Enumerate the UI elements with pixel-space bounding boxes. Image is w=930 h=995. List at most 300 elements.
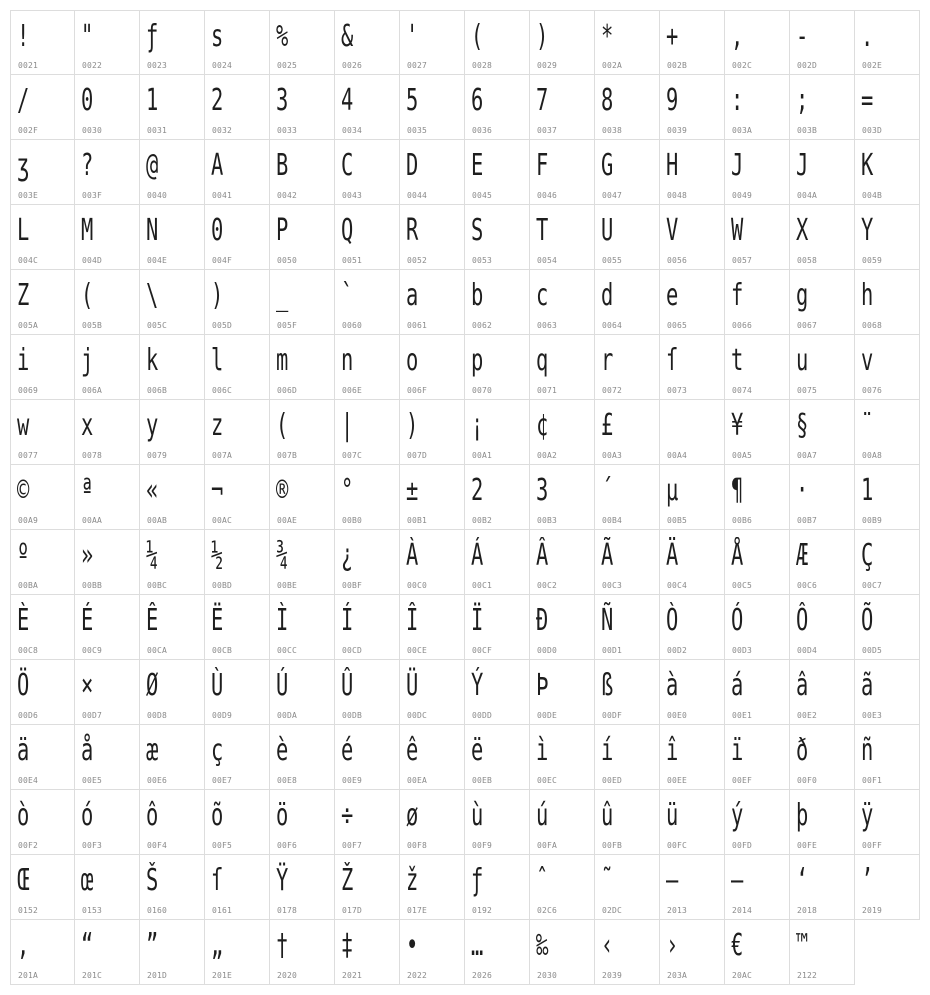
glyph-cell [335, 140, 400, 205]
glyph-codepoint: 0065 [667, 321, 688, 330]
glyph-cell [725, 595, 790, 660]
glyph-cell [400, 270, 465, 335]
glyph-char: x [81, 408, 94, 443]
glyph-char: ÷ [341, 798, 354, 833]
glyph-char: = [861, 83, 874, 118]
glyph-cell [270, 725, 335, 790]
glyph-cell [205, 400, 270, 465]
glyph-char: * [601, 19, 614, 54]
glyph-char: 4 [341, 83, 354, 118]
glyph-cell [725, 400, 790, 465]
glyph-cell [75, 335, 140, 400]
glyph-char: T [536, 213, 549, 248]
glyph-char: 3 [276, 83, 289, 118]
glyph-cell [595, 595, 660, 660]
glyph-cell [335, 920, 400, 985]
glyph-codepoint: 00D9 [212, 711, 233, 720]
glyph-cell [335, 465, 400, 530]
glyph-char: ñ [861, 733, 874, 768]
glyph-char: ß [601, 668, 614, 703]
glyph-cell [10, 75, 75, 140]
glyph-codepoint: 007A [212, 451, 233, 460]
glyph-codepoint: 00B5 [667, 516, 688, 525]
glyph-cell [660, 790, 725, 855]
glyph-codepoint: 00D6 [18, 711, 39, 720]
glyph-codepoint: 0024 [212, 61, 233, 70]
glyph-char: Â [536, 538, 549, 573]
glyph-cell [595, 855, 660, 920]
glyph-codepoint: 0069 [18, 386, 39, 395]
glyph-codepoint: 00D7 [82, 711, 103, 720]
glyph-codepoint: 0079 [147, 451, 168, 460]
glyph-cell [335, 790, 400, 855]
glyph-codepoint: 0054 [537, 256, 558, 265]
glyph-codepoint: 002F [18, 126, 39, 135]
glyph-codepoint: 0030 [82, 126, 103, 135]
glyph-codepoint: 006D [277, 386, 298, 395]
glyph-codepoint: 006E [342, 386, 363, 395]
glyph-codepoint: 201E [212, 971, 233, 980]
glyph-codepoint: 0032 [212, 126, 233, 135]
glyph-cell [790, 140, 855, 205]
glyph-cell [530, 725, 595, 790]
glyph-codepoint: 004D [82, 256, 103, 265]
glyph-cell [400, 920, 465, 985]
glyph-char: ° [341, 473, 354, 508]
glyph-codepoint: 017D [342, 906, 363, 915]
glyph-codepoint: 0062 [472, 321, 493, 330]
glyph-cell [725, 205, 790, 270]
glyph-char: µ [666, 473, 679, 508]
glyph-cell [465, 270, 530, 335]
glyph-codepoint: 0075 [797, 386, 818, 395]
glyph-codepoint: 0066 [732, 321, 753, 330]
glyph-cell [595, 10, 660, 75]
glyph-char: … [471, 928, 484, 963]
glyph-codepoint: 002E [862, 61, 883, 70]
glyph-codepoint: 004B [862, 191, 883, 200]
glyph-cell [10, 530, 75, 595]
glyph-cell [10, 400, 75, 465]
glyph-char: \ [146, 278, 159, 313]
glyph-cell [660, 530, 725, 595]
glyph-cell [205, 595, 270, 660]
glyph-cell [660, 920, 725, 985]
glyph-cell [270, 530, 335, 595]
glyph-char: ± [406, 473, 419, 508]
glyph-char: ø [406, 798, 419, 833]
glyph-char: Ð [536, 603, 549, 638]
glyph-char: ‘ [796, 863, 809, 898]
glyph-char: K [861, 148, 874, 183]
glyph-codepoint: 004F [212, 256, 233, 265]
glyph-char: ò [17, 798, 30, 833]
glyph-char: " [81, 19, 94, 54]
glyph-codepoint: 004E [147, 256, 168, 265]
glyph-codepoint: 00F3 [82, 841, 103, 850]
glyph-cell [335, 855, 400, 920]
glyph-char: Û [341, 668, 354, 703]
glyph-char: » [81, 538, 94, 573]
glyph-cell [140, 75, 205, 140]
glyph-cell [530, 595, 595, 660]
glyph-cell [400, 400, 465, 465]
glyph-cell [270, 400, 335, 465]
glyph-codepoint: 00F9 [472, 841, 493, 850]
glyph-cell [660, 140, 725, 205]
glyph-char: Ä [666, 538, 679, 573]
glyph-cell [205, 790, 270, 855]
glyph-char: Ö [17, 668, 30, 703]
glyph-char: Ë [211, 603, 224, 638]
glyph-char: , [731, 19, 744, 54]
glyph-cell [790, 75, 855, 140]
glyph-codepoint: 00A5 [732, 451, 753, 460]
glyph-cell [530, 465, 595, 530]
glyph-cell [855, 855, 920, 920]
glyph-cell [75, 855, 140, 920]
glyph-codepoint: 201A [18, 971, 39, 980]
glyph-codepoint: 00E8 [277, 776, 298, 785]
glyph-cell [465, 400, 530, 465]
glyph-codepoint: 0042 [277, 191, 298, 200]
glyph-char: È [17, 603, 30, 638]
glyph-codepoint: 0049 [732, 191, 753, 200]
glyph-char: £ [601, 408, 614, 443]
glyph-codepoint: 00DF [602, 711, 623, 720]
glyph-cell [465, 530, 530, 595]
glyph-cell [10, 920, 75, 985]
glyph-char: å [81, 733, 94, 768]
glyph-codepoint: 0060 [342, 321, 363, 330]
glyph-char: U [601, 213, 614, 248]
glyph-char: & [341, 19, 354, 54]
glyph-char: M [81, 213, 94, 248]
glyph-char: ſ [211, 863, 224, 898]
glyph-cell [595, 205, 660, 270]
glyph-codepoint: 00CA [147, 646, 168, 655]
glyph-cell [75, 725, 140, 790]
glyph-codepoint: 00D5 [862, 646, 883, 655]
glyph-char: § [796, 408, 809, 443]
glyph-codepoint: 2018 [797, 906, 818, 915]
glyph-cell [140, 270, 205, 335]
glyph-cell [660, 725, 725, 790]
glyph-codepoint: 002B [667, 61, 688, 70]
glyph-codepoint: 0178 [277, 906, 298, 915]
glyph-codepoint: 0051 [342, 256, 363, 265]
glyph-cell [10, 10, 75, 75]
glyph-char: › [666, 928, 679, 963]
glyph-cell [10, 465, 75, 530]
glyph-cell [465, 335, 530, 400]
glyph-char: ® [276, 473, 289, 508]
glyph-cell [75, 205, 140, 270]
glyph-char: Õ [861, 603, 874, 638]
glyph-char: ë [471, 733, 484, 768]
glyph-cell [465, 725, 530, 790]
glyph-cell [335, 270, 400, 335]
glyph-codepoint: 00B4 [602, 516, 623, 525]
glyph-char: — [731, 863, 744, 898]
glyph-char: 7 [536, 83, 549, 118]
glyph-codepoint: 007C [342, 451, 363, 460]
glyph-codepoint: 00FE [797, 841, 818, 850]
glyph-char: Ý [471, 668, 484, 703]
glyph-cell [595, 400, 660, 465]
glyph-cell [595, 335, 660, 400]
glyph-char: q [536, 343, 549, 378]
glyph-codepoint: 00DE [537, 711, 558, 720]
glyph-char: l [211, 343, 224, 378]
glyph-char: e [666, 278, 679, 313]
glyph-cell [400, 725, 465, 790]
glyph-cell [790, 465, 855, 530]
glyph-codepoint: 00E7 [212, 776, 233, 785]
glyph-codepoint: 0071 [537, 386, 558, 395]
glyph-cell [465, 595, 530, 660]
glyph-cell [75, 140, 140, 205]
glyph-cell [595, 725, 660, 790]
glyph-codepoint: 00E3 [862, 711, 883, 720]
glyph-char: C [341, 148, 354, 183]
glyph-cell [140, 660, 205, 725]
glyph-cell [75, 400, 140, 465]
glyph-cell [400, 530, 465, 595]
glyph-codepoint: 203A [667, 971, 688, 980]
glyph-codepoint: 2019 [862, 906, 883, 915]
glyph-cell [10, 595, 75, 660]
glyph-char: « [146, 473, 159, 508]
glyph-codepoint: 005F [277, 321, 298, 330]
glyph-char: ¡ [471, 408, 484, 443]
glyph-cell [790, 10, 855, 75]
glyph-char: a [406, 278, 419, 313]
glyph-codepoint: 0153 [82, 906, 103, 915]
glyph-codepoint: 02C6 [537, 906, 558, 915]
glyph-cell [205, 335, 270, 400]
glyph-cell [75, 530, 140, 595]
glyph-codepoint: 0063 [537, 321, 558, 330]
glyph-codepoint: 00B6 [732, 516, 753, 525]
glyph-char: u [796, 343, 809, 378]
glyph-codepoint: 00E5 [82, 776, 103, 785]
glyph-cell [595, 270, 660, 335]
glyph-cell [205, 140, 270, 205]
glyph-cell [660, 75, 725, 140]
glyph-cell [270, 855, 335, 920]
glyph-cell [10, 790, 75, 855]
glyph-char: B [276, 148, 289, 183]
glyph-cell [10, 140, 75, 205]
glyph-char: + [666, 19, 679, 54]
glyph-cell [335, 530, 400, 595]
glyph-cell [595, 75, 660, 140]
glyph-char: Æ [796, 538, 809, 573]
glyph-cell [790, 335, 855, 400]
glyph-cell [205, 10, 270, 75]
glyph-char: 2 [471, 473, 484, 508]
glyph-cell [335, 660, 400, 725]
glyph-char: s [211, 19, 224, 54]
glyph-cell [465, 10, 530, 75]
glyph-char: · [796, 473, 809, 508]
glyph-codepoint: 0045 [472, 191, 493, 200]
glyph-codepoint: 00EB [472, 776, 493, 785]
glyph-cell [205, 920, 270, 985]
glyph-codepoint: 00AB [147, 516, 168, 525]
glyph-char: p [471, 343, 484, 378]
glyph-char: ä [17, 733, 30, 768]
glyph-char: í [601, 733, 614, 768]
glyph-codepoint: 0028 [472, 61, 493, 70]
glyph-cell [205, 660, 270, 725]
glyph-char: 8 [601, 83, 614, 118]
glyph-codepoint: 004A [797, 191, 818, 200]
glyph-codepoint: 00FD [732, 841, 753, 850]
glyph-cell [725, 855, 790, 920]
glyph-char: Ñ [601, 603, 614, 638]
glyph-codepoint: 0074 [732, 386, 753, 395]
glyph-codepoint: 002D [797, 61, 818, 70]
glyph-char: h [861, 278, 874, 313]
glyph-codepoint: 006C [212, 386, 233, 395]
glyph-char: æ [146, 733, 159, 768]
glyph-codepoint: 00FA [537, 841, 558, 850]
glyph-char: ’ [861, 863, 874, 898]
glyph-cell [530, 530, 595, 595]
glyph-char: Ø [146, 668, 159, 703]
glyph-codepoint: 007B [277, 451, 298, 460]
glyph-cell [530, 400, 595, 465]
glyph-char: G [601, 148, 614, 183]
glyph-cell [790, 205, 855, 270]
glyph-codepoint: 00FB [602, 841, 623, 850]
glyph-codepoint: 00A9 [18, 516, 39, 525]
glyph-cell [530, 270, 595, 335]
glyph-cell [140, 855, 205, 920]
glyph-cell [465, 205, 530, 270]
glyph-char: ' [406, 19, 419, 54]
glyph-char: V [666, 213, 679, 248]
glyph-char: à [666, 668, 679, 703]
glyph-cell [855, 140, 920, 205]
glyph-cell [270, 75, 335, 140]
glyph-cell [400, 140, 465, 205]
glyph-char: ÿ [861, 798, 874, 833]
glyph-cell [400, 855, 465, 920]
glyph-cell [270, 595, 335, 660]
glyph-char: Ì [276, 603, 289, 638]
glyph-char: ô [146, 798, 159, 833]
glyph-codepoint: 2039 [602, 971, 623, 980]
glyph-char: ù [471, 798, 484, 833]
glyph-codepoint: 0050 [277, 256, 298, 265]
glyph-char: : [731, 83, 744, 118]
glyph-cell [465, 790, 530, 855]
glyph-codepoint: 00E4 [18, 776, 39, 785]
glyph-codepoint: 0070 [472, 386, 493, 395]
glyph-char: Þ [536, 668, 549, 703]
glyph-codepoint: 00BB [82, 581, 103, 590]
glyph-char: ¼ [146, 538, 159, 573]
glyph-char: É [81, 603, 94, 638]
glyph-codepoint: 00B2 [472, 516, 493, 525]
glyph-cell [660, 400, 725, 465]
glyph-cell [790, 920, 855, 985]
glyph-codepoint: 0055 [602, 256, 623, 265]
glyph-char: H [666, 148, 679, 183]
glyph-codepoint: 00C1 [472, 581, 493, 590]
glyph-char: Y [861, 213, 874, 248]
glyph-char: ) [406, 408, 419, 443]
glyph-cell [140, 400, 205, 465]
glyph-char: ſ [666, 343, 679, 378]
glyph-codepoint: 00ED [602, 776, 623, 785]
glyph-char: ( [81, 278, 94, 313]
glyph-cell [270, 270, 335, 335]
glyph-cell [790, 595, 855, 660]
glyph-codepoint: 20AC [732, 971, 753, 980]
glyph-codepoint: 0056 [667, 256, 688, 265]
glyph-char: Ú [276, 668, 289, 703]
glyph-char: ʒ [17, 148, 30, 183]
glyph-codepoint: 00F6 [277, 841, 298, 850]
glyph-char: – [666, 863, 679, 898]
glyph-codepoint: 00C5 [732, 581, 753, 590]
glyph-cell [205, 75, 270, 140]
glyph-cell [465, 855, 530, 920]
glyph-cell [205, 530, 270, 595]
glyph-codepoint: 0027 [407, 61, 428, 70]
glyph-codepoint: 201D [147, 971, 168, 980]
glyph-char: w [17, 408, 30, 443]
glyph-char: @ [146, 148, 159, 183]
glyph-char: / [17, 83, 30, 118]
glyph-char: ( [276, 408, 289, 443]
glyph-cell [75, 595, 140, 660]
glyph-cell [10, 335, 75, 400]
glyph-codepoint: 00F4 [147, 841, 168, 850]
glyph-codepoint: 00A8 [862, 451, 883, 460]
glyph-cell [660, 270, 725, 335]
glyph-codepoint: 0073 [667, 386, 688, 395]
glyph-cell [660, 855, 725, 920]
glyph-codepoint: 00C6 [797, 581, 818, 590]
glyph-char: Ç [861, 538, 874, 573]
glyph-char: Ê [146, 603, 159, 638]
glyph-cell [75, 10, 140, 75]
glyph-char: 5 [406, 83, 419, 118]
glyph-char: ˜ [601, 863, 614, 898]
glyph-codepoint: 00BE [277, 581, 298, 590]
glyph-char: € [731, 928, 744, 963]
glyph-char: % [276, 19, 289, 54]
glyph-cell [725, 725, 790, 790]
glyph-char: X [796, 213, 809, 248]
glyph-cell [725, 140, 790, 205]
glyph-char: ã [861, 668, 874, 703]
glyph-codepoint: 006F [407, 386, 428, 395]
glyph-char: û [601, 798, 614, 833]
glyph-char: Ü [406, 668, 419, 703]
glyph-codepoint: 00D0 [537, 646, 558, 655]
glyph-char: Î [406, 603, 419, 638]
glyph-codepoint: 004C [18, 256, 39, 265]
glyph-char: J [796, 148, 809, 183]
glyph-cell [205, 205, 270, 270]
glyph-codepoint: 00E2 [797, 711, 818, 720]
